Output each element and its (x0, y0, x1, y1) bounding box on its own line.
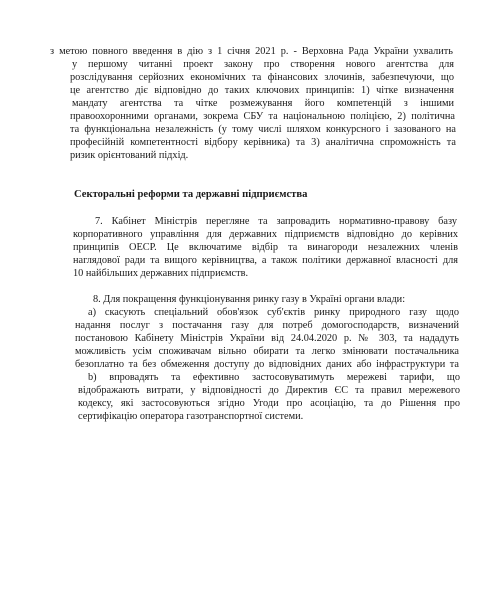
text-line: та функціональна незалежність (у тому числі шляхом конкурсного і зазованого на (70, 124, 456, 135)
text-line: ризик орієнтований підхід. (70, 150, 189, 161)
text-line: наглядової ради та вищого керівництва, а також політики державної власності для (73, 255, 458, 266)
text-line: 10 найбільших державних підприємств. (73, 268, 249, 279)
text-line: b) впровадять та ефективно застосовуватимуть мережеві тарифи, що (88, 372, 460, 383)
text-line: 7. Кабінет Міністрів перегляне та запровадить нормативно-правову базу (95, 216, 457, 227)
text-line: сертифікацію оператора газотранспортної системи. (78, 411, 304, 422)
text-line: постановою Кабінету Міністрів України від 24.04.2020 р. № 303, та нададуть (75, 333, 459, 344)
text-line: корпоративного управління для державних підприємств відповідно до керівних (73, 229, 458, 240)
text-line: 8. Для покращення функціонування ринку газу в Україні органи влади: (93, 294, 406, 305)
text-line: принципів ОЕСР. Це включатиме відбір та винагороди незалежних членів (73, 242, 458, 253)
text-line: а) скасують спеціальний обов'язок суб'єктів ринку природного газу щодо (88, 307, 459, 318)
text-line: професійній компетентності відбору керівника) та 3) аналітична спроможність та (70, 137, 456, 148)
text-line: у першому читанні проект закону про створення нового агентства для (72, 59, 454, 70)
text-line: надання послуг з постачання газу для потреб домогосподарств, визначений (75, 320, 459, 331)
text-line: мандату агентства та чітке розмежування його компетенцій з іншими (72, 98, 454, 109)
text-line: розслідування серйозних економічних та фінансових злочинів, забезпечуючи, що (70, 72, 454, 83)
section-heading: Секторальні реформи та державні підприємства (74, 189, 308, 200)
text-line: з метою повного введення в дію з 1 січня 2021 р. - Верховна Рада України ухвалить (50, 46, 453, 57)
text-line: можливість усім споживачам вільно обирати та легко змінювати постачальника (75, 346, 459, 357)
text-line: відображають витрати, у відповідності до Директив ЄС та правил мережевого (78, 385, 460, 396)
text-line: це агентство діє відповідно до таких ключових принципів: 1) чітке визначення (70, 85, 454, 96)
text-line: кодексу, які застосовуються згідно Угоди про асоціацію, та до Рішення про (78, 398, 460, 409)
text-line: безоплатно та без обмеження доступу до відповідних даних або інфраструктури та (75, 359, 459, 370)
text-line: правоохоронними органами, зокрема СБУ та національною поліцією, 2) політична (70, 111, 455, 122)
